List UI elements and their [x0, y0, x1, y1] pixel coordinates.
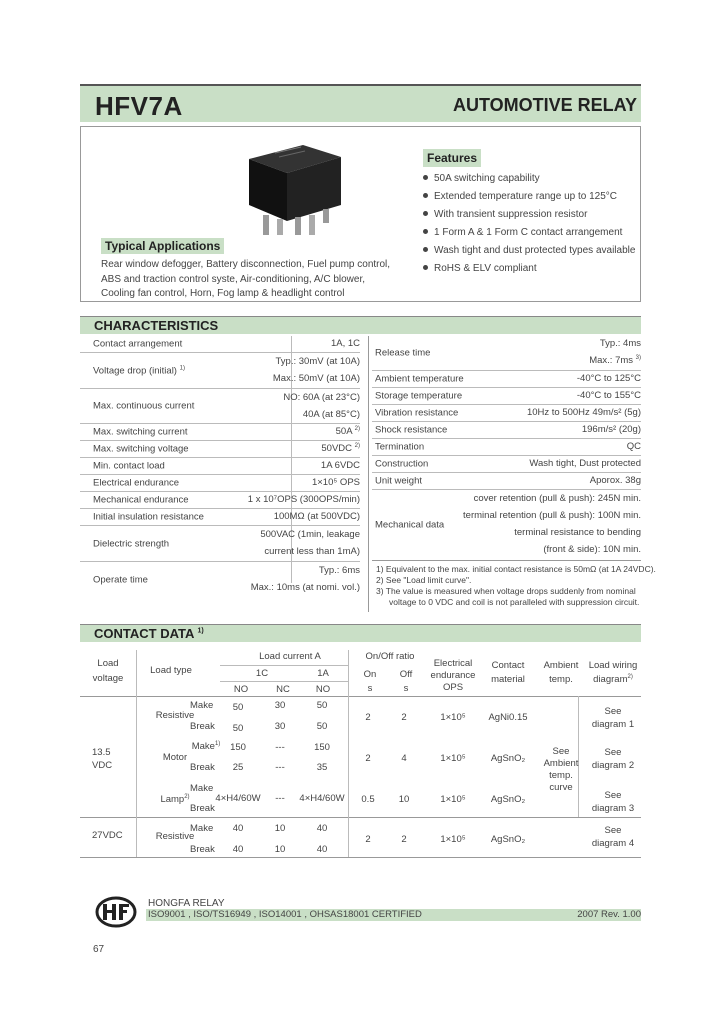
applications-heading: Typical Applications — [101, 238, 224, 254]
company-name: HONGFA RELAY — [148, 898, 225, 909]
char-row: Initial insulation resistance 100MΩ (at 500VDC) — [80, 509, 360, 526]
feature-item: 50A switching capability — [423, 172, 635, 190]
bullet-icon — [423, 211, 428, 216]
char-row: Shock resistance 196m/s² (20g) — [372, 422, 641, 439]
table-rule — [80, 857, 641, 858]
features-heading: Features — [423, 149, 481, 167]
relay-photo — [245, 135, 355, 239]
table-rule — [348, 650, 349, 857]
bullet-icon — [423, 265, 428, 270]
char-row: Dielectric strength 500VAC (1min, leakage current less than 1mA) — [80, 526, 360, 562]
feature-item: Wash tight and dust protected types available — [423, 244, 635, 262]
contact-data-heading: CONTACT DATA $^{1)}$ — [80, 624, 641, 642]
revision: 2007 Rev. 1.00 — [577, 909, 641, 920]
footnote: 3) The value is measured when voltage drops suddenly from nominal — [376, 586, 636, 596]
char-row: Operate time Typ.: 6ms Max.: 10ms (at nomi. vol.) — [93, 565, 360, 593]
char-row: Unit weight Aporox. 38g — [372, 473, 641, 490]
datasheet-page: HFV7A AUTOMOTIVE RELAY Features 50A switching capability Extended temperature range up to 125°C With transient suppression resistor 1 Form A & 1 Form C contact arrangement Wash tight and dust protected types available RoHS & ELV compliant Typical Applications Rear window defogger, Battery disconnection, Fuel pump control, ABS and traction control syste, Air-conditioning, A/C blower, Cooling fan control, Horn, Fog lamp & headlight control CHARACTERISTICS Contact arrangement 1A, 1C Voltage drop (initial) $^{1)}$ Typ.: 30mV (at 10A) Max.: 50mV (at 10A) Max. continuous current NO: 60A (at 23°C) 40A (at 85°C) Max. switching current 50A $^{2)}$ Max. switching voltage 50VDC $^{2)}$ Min. contact load 1A 6VDC Electrical endurance 1×10⁵ OPS Mechanical endurance 1 x 10⁷OPS (300OPS/min) Initial insulation resistance 100MΩ (at 500VDC) Dielectric strength 500VAC (1min, leakage current less than 1mA) Operate time Typ.: 6ms Max.: 10ms (at nomi. vol.) Release time Typ.: 4ms Max.: 7ms $^{3)}$ Ambient temperature -40°C to 125°C Storage temperature -40°C to 155°C Vibration resistance 10Hz to 500Hz 49m/s² (5g) Shock resistance 196m/s² (20g) Termination QC Construction Wash tight, Dust protected Unit weight Aporox. 38g Mechanical data cover retention (pull & push): 245N min. terminal retention (pull & push): 100N min. terminal resistance to bending (front & side): 10N min. 1) Equivalent to the max. initial contact resistance is 50mΩ (at 1A 24VDC). 2) See "Load limit curve". 3) The value is measured when voltage drops suddenly from nominal voltage to 0 VDC and coil is not paralleled with suppression circuit. CONTACT DATA $^{1)}$ Load voltage Load type Load current A 1C 1A NO NC NO On/Off ratio On s Off s Electrical endurance OPS Contact material Ambient temp. Load wiring diagram$^{2)}$ 13.5 VDC 27VDC See Ambient temp. curve Resistive Make Break 50 30 50 50 30 50 2 2 1×10⁵ AgNi0.15 See diagram 1 Motor Make$^{1)}$ Break 150 --- 150 25 --- 35 2 4 1×10⁵ AgSnO₂ See diagram 2 Lamp$^{2)}$ Make Break 4×H4/60W --- 4×H4/60W 0.5 10 1×10⁵ AgSnO₂ See diagram 3 Resistive Make Break 40 10 40 40 10 40 2 2 1×10⁵ AgSnO₂ See diagram 4 HONGFA RELAY ISO9001 , ISO/TS16949 , ISO14001 , OHSAS18001 CERTIFIED 2007 Rev. 1.00 67 — [0, 0, 720, 1012]
footnote: 1) Equivalent to the max. initial contact resistance is 50mΩ (at 1A 24VDC). — [376, 564, 656, 574]
footnote: voltage to 0 VDC and coil is not paralleled with suppression circuit. — [389, 597, 640, 607]
char-row: Mechanical data cover retention (pull & push): 245N min. terminal retention (pull & push): 100N min. terminal resistance to bending (front & side): 10N min. — [372, 490, 641, 561]
overview-box — [80, 126, 641, 302]
table-rule — [220, 681, 348, 682]
char-row: Max. switching current 50A $^{2)}$ — [80, 424, 360, 441]
footnote: 2) See "Load limit curve". — [376, 575, 472, 585]
feature-item: 1 Form A & 1 Form C contact arrangement — [423, 226, 635, 244]
bullet-icon — [423, 247, 428, 252]
title-bar — [80, 84, 641, 122]
char-row: Storage temperature -40°C to 155°C — [372, 388, 641, 405]
certifications: ISO9001 , ISO/TS16949 , ISO14001 , OHSAS18001 CERTIFIED — [148, 909, 422, 920]
bullet-icon — [423, 193, 428, 198]
char-row: Ambient temperature -40°C to 125°C — [372, 371, 641, 388]
char-row: Contact arrangement 1A, 1C — [80, 336, 360, 353]
characteristics-heading: CHARACTERISTICS — [80, 316, 641, 334]
page-number: 67 — [93, 944, 105, 955]
feature-item: RoHS & ELV compliant — [423, 262, 635, 280]
bullet-icon — [423, 229, 428, 234]
column-divider — [368, 336, 369, 612]
bullet-icon — [423, 175, 428, 180]
features-list — [423, 172, 635, 280]
char-row: Max. switching voltage 50VDC $^{2)}$ — [80, 441, 360, 458]
char-row: Termination QC — [372, 439, 641, 456]
table-rule — [80, 696, 641, 697]
char-row: Electrical endurance 1×10⁵ OPS — [80, 475, 360, 492]
char-row: Max. continuous current NO: 60A (at 23°C) 40A (at 85°C) — [80, 389, 360, 424]
applications-text: Rear window defogger, Battery disconnection, Fuel pump control, ABS and traction control syste, Air-conditioning, A/C blower, Cooling fan control, Horn, Fog lamp & headlight control — [101, 259, 391, 299]
char-row: Mechanical endurance 1 x 10⁷OPS (300OPS/min) — [80, 492, 360, 509]
char-row: Construction Wash tight, Dust protected — [372, 456, 641, 473]
characteristics-table — [80, 336, 656, 612]
hongfa-logo — [94, 895, 138, 929]
char-row: Release time Typ.: 4ms Max.: 7ms $^{3)}$ — [372, 336, 641, 371]
load-type-header: Load type — [150, 665, 192, 676]
feature-item: With transient suppression resistor — [423, 208, 635, 226]
series-name: AUTOMOTIVE RELAY — [452, 95, 637, 115]
feature-item: Extended temperature range up to 125°C — [423, 190, 635, 208]
table-rule — [220, 665, 348, 666]
char-row: Vibration resistance 10Hz to 500Hz 49m/s² (5g) — [372, 405, 641, 422]
model-name: HFV7A — [95, 91, 183, 121]
char-row: Min. contact load 1A 6VDC — [80, 458, 360, 475]
certification-bar — [146, 909, 641, 921]
table-rule — [80, 817, 641, 818]
char-row: Voltage drop (initial) $^{1)}$ Typ.: 30mV (at 10A) Max.: 50mV (at 10A) — [80, 353, 360, 389]
